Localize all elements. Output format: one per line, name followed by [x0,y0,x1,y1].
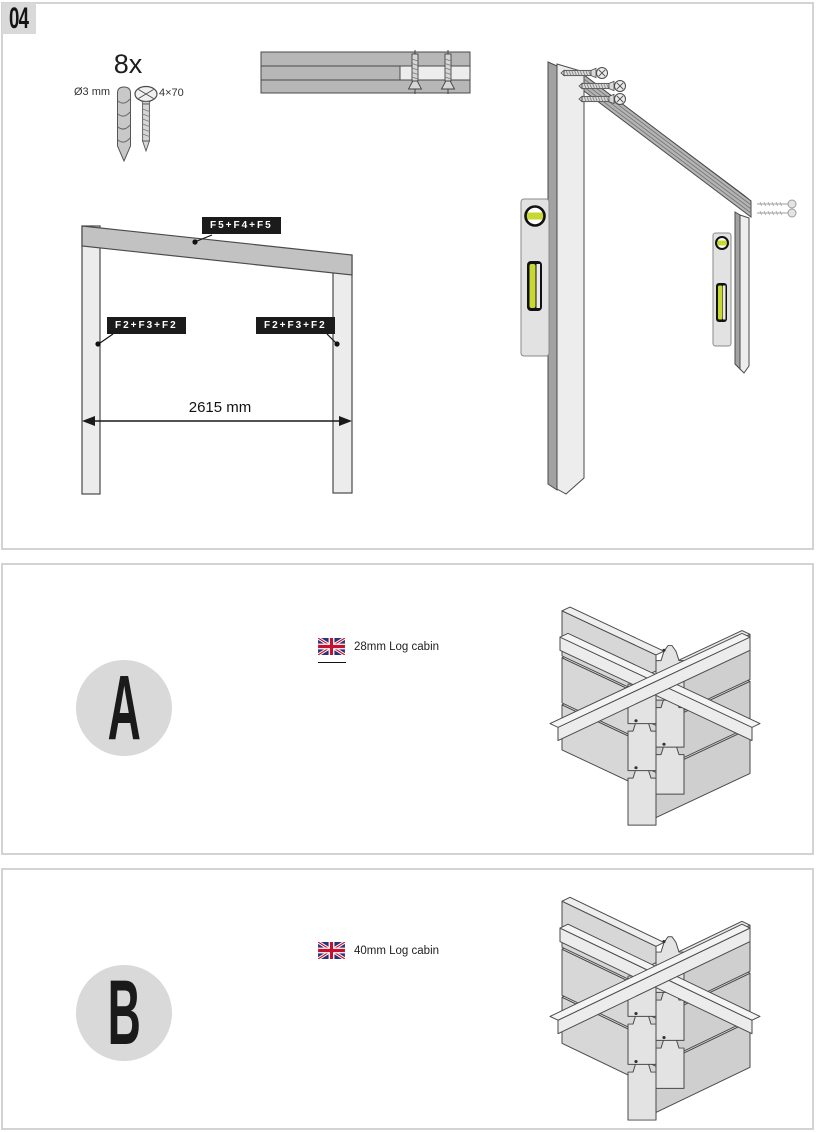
hardware-quantity: 8x [113,49,143,79]
left-post-part-label: F2+F3+F2 [107,317,186,334]
opening-width-dimension: 2615 mm [188,399,252,416]
door-frame-elevation-illustration [82,226,352,494]
screw-size-label: 4×70 [159,87,184,99]
variant-a-caption [318,638,439,655]
variant-b-letter: B [107,961,141,1064]
variant-a-caption-text: 28mm Log cabin [354,640,440,653]
variant-b-caption-text: 40mm Log cabin [354,944,440,957]
screw-icon [135,87,157,152]
spirit-level-icon [713,233,731,346]
step-number-badge [2,3,36,34]
beam-part-label: F5+F4+F5 [202,217,281,234]
variant-b-caption [318,942,439,959]
drill-diameter-label: Ø3 mm [74,86,111,98]
right-post-part-label: F2+F3+F2 [256,317,335,334]
log-corner-joint-40mm-illustration [550,897,760,1120]
log-corner-joint-28mm-illustration [550,607,760,825]
step-number: 04 [9,1,29,35]
variant-a-badge [76,656,172,759]
variant-a-letter: A [107,656,141,759]
door-frame-perspective-illustration [521,62,796,494]
spirit-level-icon [521,199,549,356]
drill-bit-icon [118,87,131,161]
uk-flag-icon [318,638,345,655]
uk-flag-icon [318,942,345,959]
variant-b-badge [76,961,172,1064]
caption-underline [318,662,346,663]
beam-end-screws-icon [757,200,796,217]
beam-cross-section-illustration [261,50,470,94]
